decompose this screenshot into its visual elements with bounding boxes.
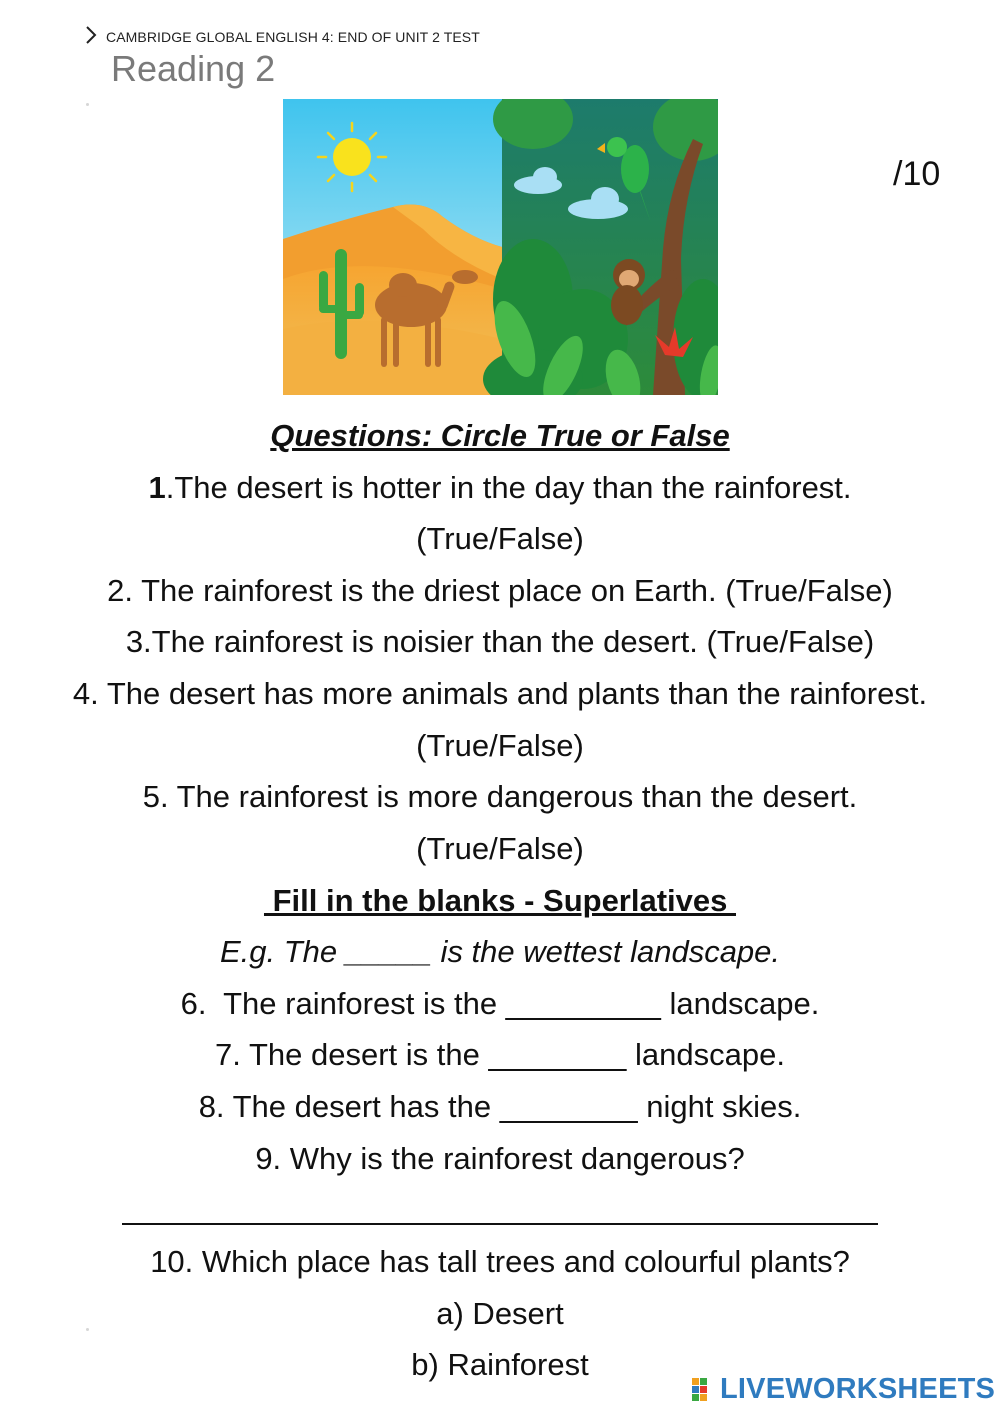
- worksheet-header: CAMBRIDGE GLOBAL ENGLISH 4: END OF UNIT 2 TEST: [106, 29, 480, 45]
- score-total: /10: [893, 155, 941, 193]
- question-9: 9. Why is the rainforest dangerous?: [255, 1141, 745, 1176]
- liveworksheets-logo: [690, 1373, 995, 1405]
- question-1-number: 1: [148, 470, 166, 505]
- answer-line-9[interactable]: [122, 1223, 878, 1225]
- rainforest-scene: [483, 99, 718, 395]
- question-5: 5. The rainforest is more dangerous than the desert.: [142, 779, 858, 814]
- question-4-options[interactable]: (True/False): [416, 728, 584, 763]
- question-2[interactable]: 2. The rainforest is the driest place on Earth. (True/False): [107, 573, 893, 608]
- fill-blanks-heading: Fill in the blanks - Superlatives: [263, 883, 736, 918]
- section-title: Reading 2: [111, 48, 276, 89]
- question-5-options[interactable]: (True/False): [416, 831, 584, 866]
- question-6[interactable]: 6. The rainforest is the _________ landscape.: [180, 986, 820, 1021]
- question-7[interactable]: 7. The desert is the ________ landscape.: [215, 1037, 785, 1072]
- decorative-dot: [86, 103, 89, 106]
- question-1-options[interactable]: (True/False): [416, 521, 584, 556]
- question-1: [0, 468, 1000, 508]
- question-4: 4. The desert has more animals and plants than the rainforest.: [72, 676, 928, 711]
- question-10: 10. Which place has tall trees and colourful plants?: [150, 1244, 850, 1279]
- chevron-right-icon: [84, 24, 98, 46]
- example-sentence: E.g. The _____ is the wettest landscape.: [219, 934, 781, 969]
- true-false-heading: Questions: Circle True or False: [270, 418, 730, 453]
- question-1-text: .The desert is hotter in the day than the rainforest.: [165, 470, 852, 505]
- question-8[interactable]: 8. The desert has the ________ night skies.: [198, 1089, 802, 1124]
- option-a[interactable]: a) Desert: [436, 1296, 564, 1331]
- question-3[interactable]: 3.The rainforest is noisier than the desert. (True/False): [125, 624, 875, 659]
- liveworksheets-logo-icon: [690, 1374, 718, 1404]
- liveworksheets-logo-text: LIVEWORKSHEETS: [720, 1372, 996, 1405]
- option-b[interactable]: b) Rainforest: [411, 1347, 589, 1382]
- desert-scene: [283, 99, 502, 395]
- desert-rainforest-illustration: [283, 99, 718, 395]
